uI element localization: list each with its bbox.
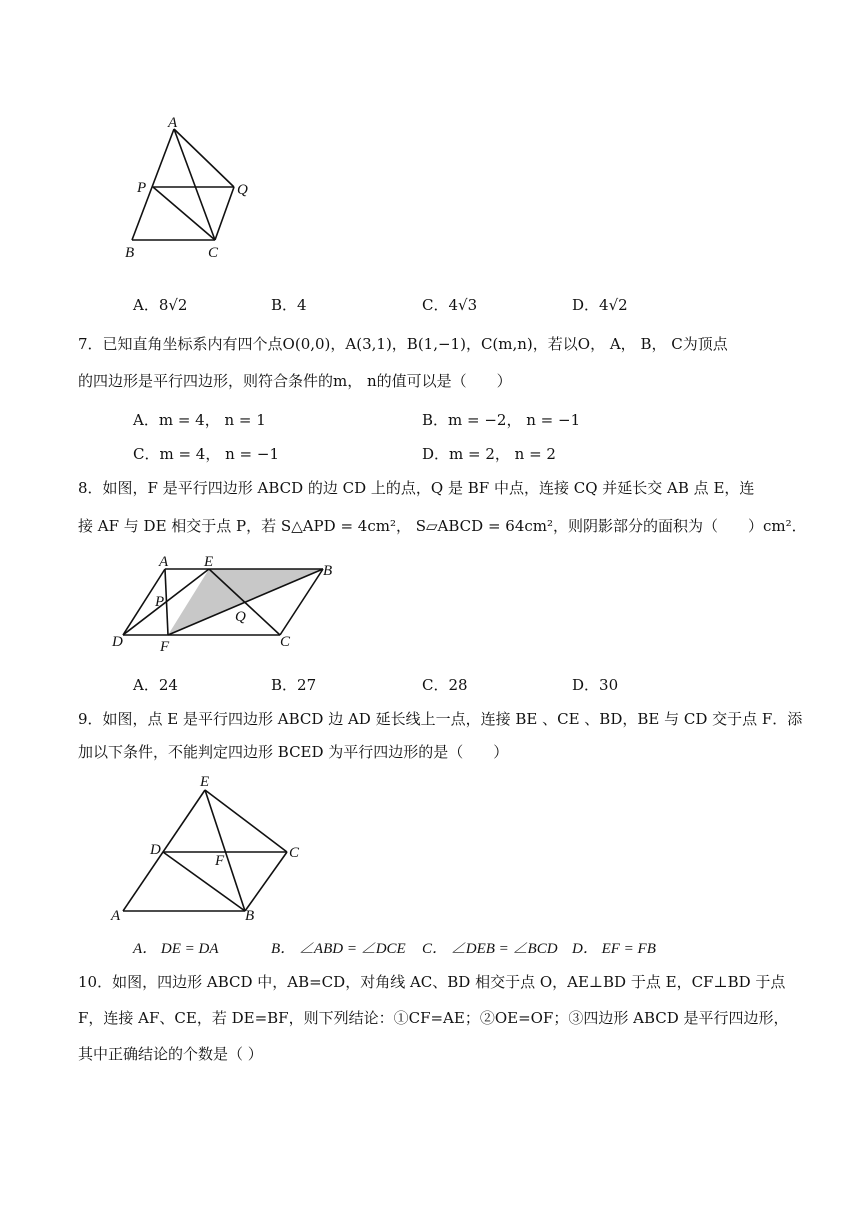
q8-label-e: E <box>204 554 214 570</box>
q8-label-p: P <box>155 594 165 610</box>
q6-label-b: B <box>125 245 135 261</box>
q7-option-c: C．m = 4， n = −1 <box>133 445 279 463</box>
q9-line-1: 9．如图，点 E 是平行四边形 ABCD 边 AD 延长线上一点，连接 BE 、CE 、BD，BE 与 CD 交于点 F．添 <box>78 710 803 728</box>
q9-option-a: A． DE = DA <box>133 941 219 957</box>
q9-label-c: C <box>289 845 300 861</box>
q8-option-b: B．27 <box>271 676 317 694</box>
q9-label-d: D <box>150 842 161 858</box>
q8-label-q: Q <box>235 609 246 625</box>
q8-figure <box>105 550 355 660</box>
q6-option-d: D．4√2 <box>572 296 628 314</box>
q9-label-b: B <box>245 908 255 924</box>
q6-option-b: B．4 <box>271 296 307 314</box>
q8-line-2: 接 AF 与 DE 相交于点 P，若 S△APD = 4cm²， S▱ABCD = 64cm²，则阴影部分的面积为（ ）cm²． <box>78 517 807 535</box>
q9-figure <box>105 770 315 925</box>
q8-label-f: F <box>160 639 170 655</box>
q6-option-c: C．4√3 <box>422 296 478 314</box>
q8-label-b: B <box>323 563 333 579</box>
q9-label-f: F <box>215 853 225 869</box>
q6-option-a: A．8√2 <box>133 296 188 314</box>
q6-label-p: P <box>137 180 147 196</box>
q9-option-d: D． EF = FB <box>572 941 656 957</box>
q7-line-1: 7．已知直角坐标系内有四个点O(0,0)，A(3,1)，B(1,−1)，C(m,n)，若以O， A， B， C为顶点 <box>78 335 728 353</box>
q8-label-d: D <box>112 634 123 650</box>
q6-label-a: A <box>168 115 178 131</box>
q8-label-a: A <box>159 554 169 570</box>
q9-option-c: C． ∠DEB = ∠BCD <box>422 941 558 957</box>
q8-option-d: D．30 <box>572 676 619 694</box>
q7-option-b: B．m = −2， n = −1 <box>422 411 581 429</box>
q6-label-q: Q <box>237 182 248 198</box>
q7-option-a: A．m = 4， n = 1 <box>133 411 266 429</box>
q9-label-e: E <box>200 774 210 790</box>
q9-option-b: B． ∠ABD = ∠DCE <box>271 941 406 957</box>
q8-label-c: C <box>280 634 291 650</box>
q6-figure <box>110 110 270 270</box>
q10-line-2: F，连接 AF、CE，若 DE=BF，则下列结论：①CF=AE；②OE=OF；③四边形 ABCD 是平行四边形， <box>78 1009 789 1027</box>
q7-option-d: D．m = 2， n = 2 <box>422 445 556 463</box>
q10-line-1: 10．如图，四边形 ABCD 中，AB=CD，对角线 AC、BD 相交于点 O，AE⊥BD 于点 E，CF⊥BD 于点 <box>78 973 786 991</box>
q8-option-a: A．24 <box>133 676 178 694</box>
q8-line-1: 8．如图，F 是平行四边形 ABCD 的边 CD 上的点，Q 是 BF 中点，连接 CQ 并延长交 AB 点 E，连 <box>78 479 755 497</box>
q6-label-c: C <box>208 245 219 261</box>
q9-line-2: 加以下条件，不能判定四边形 BCED 为平行四边形的是（ ） <box>78 743 509 761</box>
q10-line-3: 其中正确结论的个数是（ ） <box>78 1045 263 1063</box>
q8-option-c: C．28 <box>422 676 468 694</box>
q7-line-2: 的四边形是平行四边形，则符合条件的m， n的值可以是（ ） <box>78 372 512 390</box>
q9-label-a: A <box>111 908 121 924</box>
